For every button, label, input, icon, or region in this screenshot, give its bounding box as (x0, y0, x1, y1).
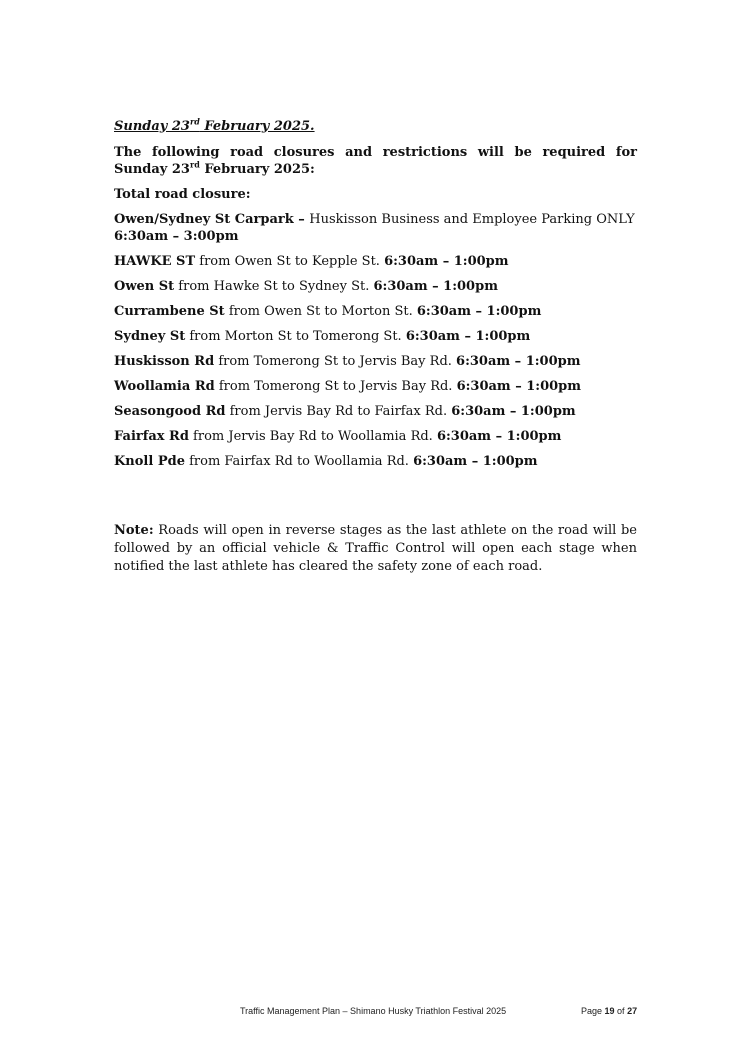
road-name: HAWKE ST (114, 254, 196, 269)
carpark-closure (114, 211, 637, 245)
road-name: Knoll Pde (114, 454, 185, 469)
date-heading (114, 118, 637, 136)
note-paragraph (114, 522, 637, 576)
road-name: Huskisson Rd (114, 354, 215, 369)
road-time: 6:30am – 1:00pm (373, 279, 498, 294)
road-time: 6:30am – 1:00pm (416, 304, 542, 319)
road-desc: from Hawke St to Sydney St. (174, 279, 374, 294)
road-name: Sydney St (114, 329, 186, 344)
road-name: Fairfax Rd (114, 429, 189, 444)
note-label: Note: (114, 523, 154, 538)
closure-row (114, 403, 637, 420)
closure-row (114, 278, 637, 295)
intro-sup: rd (189, 159, 200, 170)
road-desc: from Jervis Bay Rd to Fairfax Rd. (225, 404, 452, 419)
road-desc: from Morton St to Tomerong St. (185, 329, 406, 344)
page-total: 27 (627, 1006, 638, 1016)
closure-row (114, 253, 637, 270)
carpark-desc: Huskisson Business and Employee Parking ONLY (309, 212, 635, 227)
road-desc: from Tomerong St to Jervis Bay Rd. (214, 379, 457, 394)
road-desc: from Jervis Bay Rd to Woollamia Rd. (188, 429, 437, 444)
road-desc: from Fairfax Rd to Woollamia Rd. (184, 454, 414, 469)
page-number (581, 1006, 637, 1016)
closure-row (114, 353, 637, 370)
road-time: 6:30am – 1:00pm (436, 429, 562, 444)
date-heading-suffix: February 2025. (199, 119, 315, 134)
road-desc: from Owen St to Morton St. (224, 304, 417, 319)
total-closure-label: Total road closure: (114, 187, 251, 202)
road-name: Owen St (114, 279, 175, 294)
road-time: 6:30am – 1:00pm (456, 354, 581, 369)
road-time: 6:30am – 1:00pm (405, 329, 531, 344)
road-time: 6:30am – 1:00pm (451, 404, 576, 419)
carpark-name: Owen/Sydney St Carpark (114, 212, 294, 227)
closure-row (114, 378, 637, 395)
page-label: Page (581, 1006, 605, 1016)
note-text: Roads will open in reverse stages as the last athlete on the road will be followed by an official vehicle & Traffic Control will open each stage when notified the last athlete has cleared the safety zone of each road. (114, 523, 637, 574)
road-desc: from Tomerong St to Jervis Bay Rd. (214, 354, 457, 369)
closure-row (114, 303, 637, 320)
carpark-dash: – (293, 212, 310, 227)
intro-text: The following road closures and restrictions will be required for Sunday 23 (114, 145, 637, 177)
road-time: 6:30am – 1:00pm (384, 254, 509, 269)
date-heading-text: Sunday 23 (114, 119, 190, 134)
road-name: Currambene St (114, 304, 225, 319)
carpark-time: 6:30am – 3:00pm (114, 229, 239, 244)
date-heading-sup: rd (189, 116, 200, 127)
closure-list (114, 253, 637, 470)
intro-paragraph (114, 144, 637, 178)
intro-text-end: February 2025: (199, 162, 315, 177)
road-time: 6:30am – 1:00pm (456, 379, 582, 394)
document-body (114, 118, 637, 576)
footer-title: Traffic Management Plan – Shimano Husky Triathlon Festival 2025 (240, 1006, 507, 1016)
road-desc: from Owen St to Kepple St. (195, 254, 385, 269)
closure-row (114, 428, 637, 445)
closure-row (114, 453, 637, 470)
page-current: 19 (604, 1006, 615, 1016)
road-name: Seasongood Rd (114, 404, 226, 419)
closure-row (114, 328, 637, 345)
road-name: Woollamia Rd (114, 379, 215, 394)
road-time: 6:30am – 1:00pm (413, 454, 538, 469)
page-of: of (614, 1006, 628, 1016)
